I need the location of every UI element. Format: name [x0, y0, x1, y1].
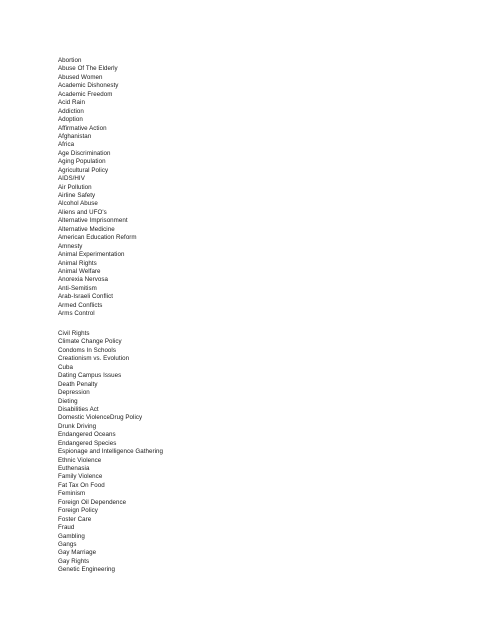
list-item: Arab-Israeli Conflict — [58, 293, 114, 301]
list-item: Aliens and UFO's — [58, 208, 107, 216]
list-item: AIDS/HIV — [58, 175, 85, 183]
list-item: Animal Rights — [58, 259, 97, 267]
list-item: Alcohol Abuse — [58, 200, 98, 208]
list-item: Adoption — [58, 116, 83, 124]
list-item: Afghanistan — [58, 132, 92, 140]
list-item: Civil Rights — [58, 330, 90, 337]
list-item: Cuba — [58, 363, 73, 371]
list-item: Fraud — [58, 524, 75, 532]
list-item: Family Violence — [58, 473, 103, 481]
list-item: Academic Dishonesty — [58, 82, 119, 90]
list-item: Disabilities Act — [58, 405, 99, 413]
list-item: Airline Safety — [58, 192, 96, 199]
list-item: Dating Campus Issues — [58, 372, 122, 380]
list-item: Amnesty — [58, 242, 83, 250]
list-item: Abused Women — [58, 73, 103, 81]
list-item: Espionage and Intelligence Gathering — [58, 448, 163, 456]
list-item: Anti-Semitism — [58, 284, 97, 292]
list-item: Euthenasia — [58, 465, 90, 472]
list-item: Endangered Oceans — [58, 431, 116, 439]
list-item: Abortion — [58, 57, 82, 64]
list-item: Death Penalty — [58, 380, 98, 388]
list-item: Endangered Species — [58, 439, 117, 447]
list-item: Climate Change Policy — [58, 338, 122, 346]
list-item: Affirmative Action — [58, 124, 107, 132]
list-item: Alternative Imprisonment — [58, 217, 128, 225]
list-item: Foreign Policy — [58, 507, 98, 515]
topic-list-group-a — [58, 57, 137, 319]
list-item: Domestic ViolenceDrug Policy — [58, 414, 143, 422]
list-item: Depression — [58, 389, 90, 397]
list-item: Genetic Engineering — [58, 566, 116, 574]
list-item: Alternative Medicine — [58, 225, 115, 233]
list-item: Gangs — [58, 540, 77, 548]
list-item: Fat Tax On Food — [58, 481, 105, 489]
list-item: Armed Conflicts — [58, 301, 103, 309]
topic-list-group-b — [58, 330, 163, 575]
list-item: Anorexia Nervosa — [58, 276, 108, 284]
list-item: Acid Rain — [58, 99, 85, 107]
list-item: Animal Experimentation — [58, 251, 125, 259]
list-item: Feminism — [58, 490, 86, 498]
list-item: Agricultural Policy — [58, 166, 109, 174]
list-item: Gay Marriage — [58, 549, 97, 557]
list-item: Age Discrimination — [58, 149, 111, 157]
list-item: Condoms In Schools — [58, 346, 116, 354]
list-item: Academic Freedom — [58, 90, 113, 98]
list-item: Ethnic Violence — [58, 456, 102, 464]
list-item: American Education Reform — [58, 234, 137, 242]
list-item: Drunk Driving — [58, 422, 97, 430]
list-item: Foster Care — [58, 515, 92, 523]
list-item: Foreign Oil Dependence — [58, 498, 127, 506]
list-item: Arms Control — [58, 310, 95, 318]
list-item: Addiction — [58, 107, 84, 115]
list-item: Africa — [58, 141, 75, 149]
list-item: Abuse Of The Elderly — [58, 65, 118, 73]
list-item: Animal Welfare — [58, 267, 101, 275]
list-item: Creationism vs. Evolution — [58, 355, 130, 363]
list-item: Gambling — [58, 532, 85, 540]
list-item: Aging Population — [58, 158, 106, 166]
list-item: Gay Rights — [58, 557, 90, 565]
list-item: Air Pollution — [58, 183, 92, 191]
list-item: Dieting — [58, 397, 78, 405]
